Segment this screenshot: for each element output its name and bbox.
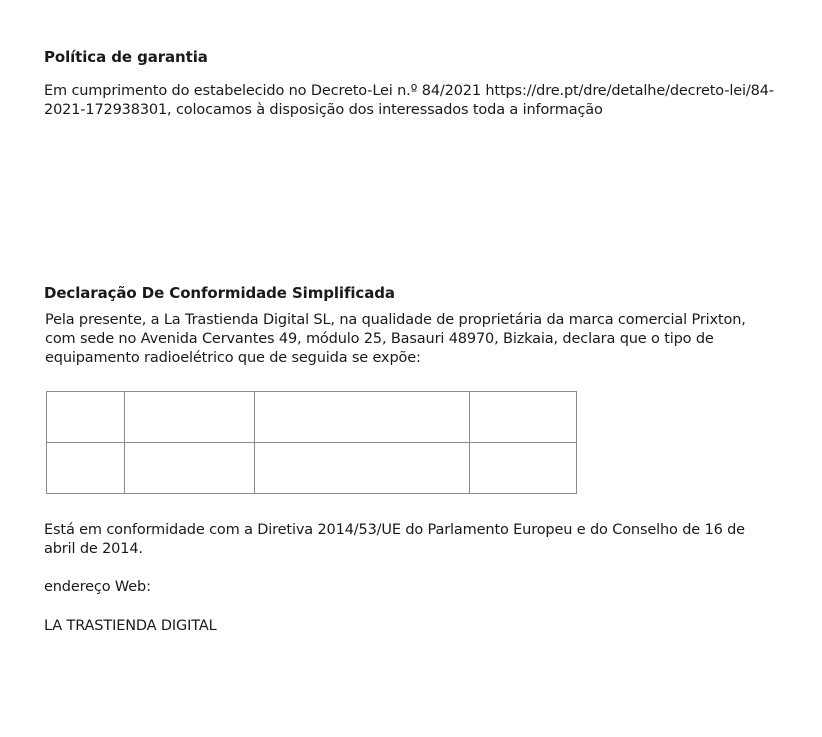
table-cell [47, 443, 125, 494]
table-cell [470, 392, 577, 443]
table-cell [255, 443, 470, 494]
table-row [47, 443, 577, 494]
table-cell [47, 392, 125, 443]
table-cell [470, 443, 577, 494]
table-row [47, 392, 577, 443]
table-cell [125, 443, 255, 494]
company-name: LA TRASTIENDA DIGITAL [44, 618, 217, 634]
declaration-text: Pela presente, a La Trastienda Digital SL, na qualidade de proprietária da marca comercial Prixton, com sede no Avenida Cervantes 49, módulo 25, Basauri 48970, Bizkaia, declara que o tipo de equipamento radioelétrico que de seguida se expõe: [45, 312, 746, 366]
equipment-table [46, 391, 577, 494]
declaration-title: Declaração De Conformidade Simplificada [44, 284, 395, 302]
warranty-text: Em cumprimento do estabelecido no Decreto-Lei n.º 84/2021 https://dre.pt/dre/detalhe/decreto-lei/84-2021-172938301, colocamos à disposição dos interessados toda a informação [44, 83, 774, 118]
web-address-label: endereço Web: [44, 579, 151, 595]
table-cell [125, 392, 255, 443]
warranty-title: Política de garantia [44, 48, 208, 66]
conformity-text: Está em conformidade com a Diretiva 2014/53/UE do Parlamento Europeu e do Conselho de 16 de abril de 2014. [44, 522, 745, 557]
table-cell [255, 392, 470, 443]
